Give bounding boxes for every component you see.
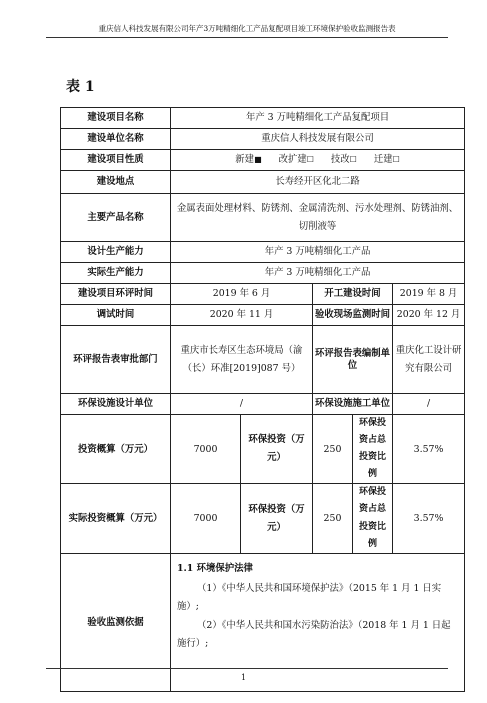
label-design-capacity: 设计生产能力 xyxy=(61,242,171,263)
basis-item: （2）《中华人民共和国水污染防治法》（2018 年 1 月 1 日起施行）; xyxy=(177,619,451,650)
value-design-capacity: 年产 3 万吨精细化工产品 xyxy=(171,242,465,263)
value-env-ratio-actual: 3.57% xyxy=(393,484,465,553)
value-basis xyxy=(171,553,465,691)
basis-item: （1）《中华人民共和国环境保护法》（2015 年 1 月 1 日实施）; xyxy=(177,583,442,613)
label-basis: 验收监测依据 xyxy=(61,553,171,691)
project-info-table xyxy=(60,107,465,692)
label-start-time: 开工建设时间 xyxy=(313,284,393,305)
label-env-invest-actual: 环保投资（万元） xyxy=(241,484,313,553)
label-products: 主要产品名称 xyxy=(61,194,171,242)
label-invest-budget: 投资概算（万元） xyxy=(61,415,171,484)
label-facility-build: 环保设施施工单位 xyxy=(313,394,393,415)
value-env-invest-actual: 250 xyxy=(313,484,353,553)
label-location: 建设地点 xyxy=(61,171,171,194)
value-env-ratio: 3.57% xyxy=(393,415,465,484)
unchecked-box-icon: ☐ xyxy=(392,155,400,165)
label-eia-time: 建设项目环评时间 xyxy=(61,284,171,305)
label-project-name: 建设项目名称 xyxy=(61,108,171,129)
label-approval: 环评报告表审批部门 xyxy=(61,326,171,394)
footer-rule xyxy=(46,668,448,669)
row-invest-budget xyxy=(61,415,465,484)
label-env-ratio-actual: 环保投资占总投资比例 xyxy=(353,484,393,553)
value-project-name: 年产 3 万吨精细化工产品复配项目 xyxy=(171,108,465,129)
row-products xyxy=(61,194,465,242)
row-invest-actual xyxy=(61,484,465,553)
checked-box-icon: ■ xyxy=(254,155,262,165)
value-actual-capacity: 年产 3 万吨精细化工产品 xyxy=(171,263,465,284)
unchecked-box-icon: ☐ xyxy=(349,155,357,165)
row-facility xyxy=(61,394,465,415)
row-project-name xyxy=(61,108,465,129)
value-eia-writer: 重庆化工设计研究有限公司 xyxy=(393,326,465,394)
option-relocate: 迁建☐ xyxy=(373,154,400,166)
value-monitor-time: 2020 年 12 月 xyxy=(393,305,465,326)
label-actual-capacity: 实际生产能力 xyxy=(61,263,171,284)
table-title: 表 1 xyxy=(66,79,95,95)
value-products: 金属表面处理材料、防锈剂、金属清洗剂、污水处理剂、防锈油剂、切削液等 xyxy=(171,194,465,242)
header-rule xyxy=(46,37,448,38)
value-facility-design: / xyxy=(171,394,313,415)
option-expand: 改扩建☐ xyxy=(278,154,314,166)
row-unit-name xyxy=(61,129,465,150)
row-debug-time xyxy=(61,305,465,326)
label-invest-actual: 实际投资概算（万元） xyxy=(61,484,171,553)
row-basis xyxy=(61,553,465,691)
value-unit-name: 重庆信人科技发展有限公司 xyxy=(171,129,465,150)
row-location xyxy=(61,171,465,194)
option-new: 新建■ xyxy=(235,154,262,166)
value-env-invest: 250 xyxy=(313,415,353,484)
value-location: 长寿经开区化北二路 xyxy=(171,171,465,194)
row-actual-capacity xyxy=(61,263,465,284)
value-invest-budget: 7000 xyxy=(171,415,241,484)
label-eia-writer: 环评报告表编制单位 xyxy=(313,326,393,394)
label-env-invest: 环保投资（万元） xyxy=(241,415,313,484)
label-unit-name: 建设单位名称 xyxy=(61,129,171,150)
label-nature: 建设项目性质 xyxy=(61,150,171,171)
option-retrofit: 技改☐ xyxy=(330,154,357,166)
value-debug-time: 2020 年 11 月 xyxy=(171,305,313,326)
label-env-ratio: 环保投资占总投资比例 xyxy=(353,415,393,484)
value-eia-time: 2019 年 6 月 xyxy=(171,284,313,305)
value-facility-build: / xyxy=(393,394,465,415)
value-invest-actual: 7000 xyxy=(171,484,241,553)
value-nature xyxy=(171,150,465,171)
basis-heading: 1.1 环境保护法律 xyxy=(177,562,253,574)
value-approval: 重庆市长寿区生态环境局（渝（长）环准[2019]087 号） xyxy=(171,326,313,394)
label-facility-design: 环保设施设计单位 xyxy=(61,394,171,415)
value-start-time: 2019 年 8 月 xyxy=(393,284,465,305)
row-design-capacity xyxy=(61,242,465,263)
page-header: 重庆信人科技发展有限公司年产3万吨精细化工产品复配项目竣工环境保护验收监测报告表 xyxy=(98,24,396,33)
label-debug-time: 调试时间 xyxy=(61,305,171,326)
row-eia-time xyxy=(61,284,465,305)
unchecked-box-icon: ☐ xyxy=(306,155,314,165)
page-number: 1 xyxy=(240,673,247,682)
label-monitor-time: 验收现场监测时间 xyxy=(313,305,393,326)
row-nature xyxy=(61,150,465,171)
row-approval xyxy=(61,326,465,394)
